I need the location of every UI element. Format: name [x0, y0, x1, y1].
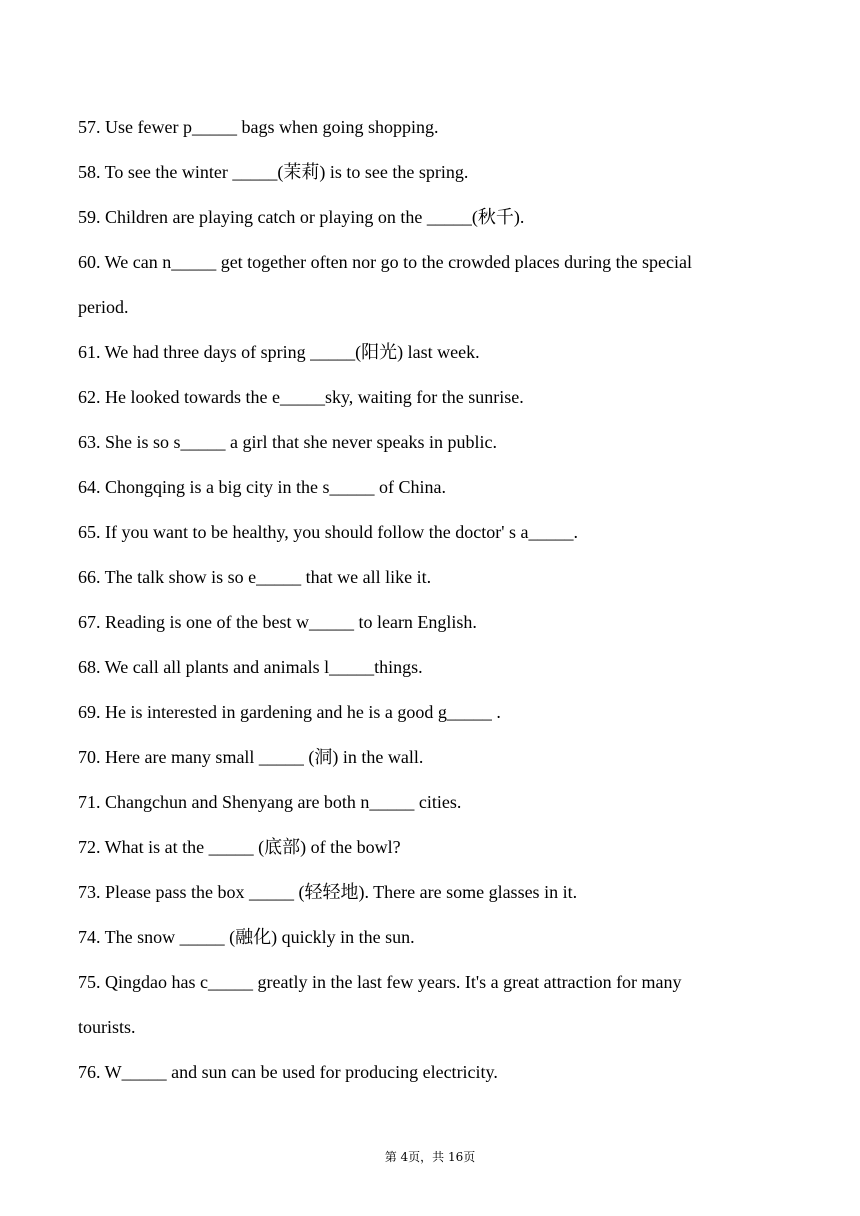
- question-65: 65. If you want to be healthy, you should follow the doctor' s a_____.: [78, 522, 578, 542]
- question-61: 61. We had three days of spring _____(阳光) last week.: [78, 342, 480, 362]
- question-72: 72. What is at the _____ (底部) of the bowl?: [78, 837, 401, 857]
- question-67: 67. Reading is one of the best w_____ to learn English.: [78, 612, 477, 632]
- question-70: 70. Here are many small _____ (洞) in the wall.: [78, 747, 424, 767]
- question-60: 60. We can n_____ get together often nor go to the crowded places during the special: [78, 252, 693, 272]
- question-63: 63. She is so s_____ a girl that she never speaks in public.: [78, 432, 497, 452]
- question-60-continued: period.: [78, 297, 129, 317]
- question-66: 66. The talk show is so e_____ that we all like it.: [78, 567, 432, 587]
- question-68: 68. We call all plants and animals l_____things.: [78, 657, 423, 677]
- question-76: 76. W_____ and sun can be used for producing electricity.: [78, 1062, 498, 1082]
- question-73: 73. Please pass the box _____ (轻轻地). There are some glasses in it.: [78, 882, 578, 902]
- question-57: 57. Use fewer p_____ bags when going shopping.: [78, 117, 439, 137]
- question-64: 64. Chongqing is a big city in the s_____ of China.: [78, 477, 446, 497]
- question-75-continued: tourists.: [78, 1017, 136, 1037]
- page-footer: 第 4页，共 16页: [384, 1150, 476, 1164]
- question-59: 59. Children are playing catch or playing on the _____(秋千).: [78, 207, 525, 227]
- question-62: 62. He looked towards the e_____sky, waiting for the sunrise.: [78, 387, 524, 407]
- question-list: [78, 105, 778, 1095]
- question-75: 75. Qingdao has c_____ greatly in the last few years. It's a great attraction for many: [78, 972, 682, 992]
- question-69: 69. He is interested in gardening and he is a good g_____ .: [78, 702, 501, 722]
- question-58: 58. To see the winter _____(茉莉) is to see the spring.: [78, 162, 469, 182]
- question-71: 71. Changchun and Shenyang are both n_____ cities.: [78, 792, 462, 812]
- question-74: 74. The snow _____ (融化) quickly in the sun.: [78, 927, 415, 947]
